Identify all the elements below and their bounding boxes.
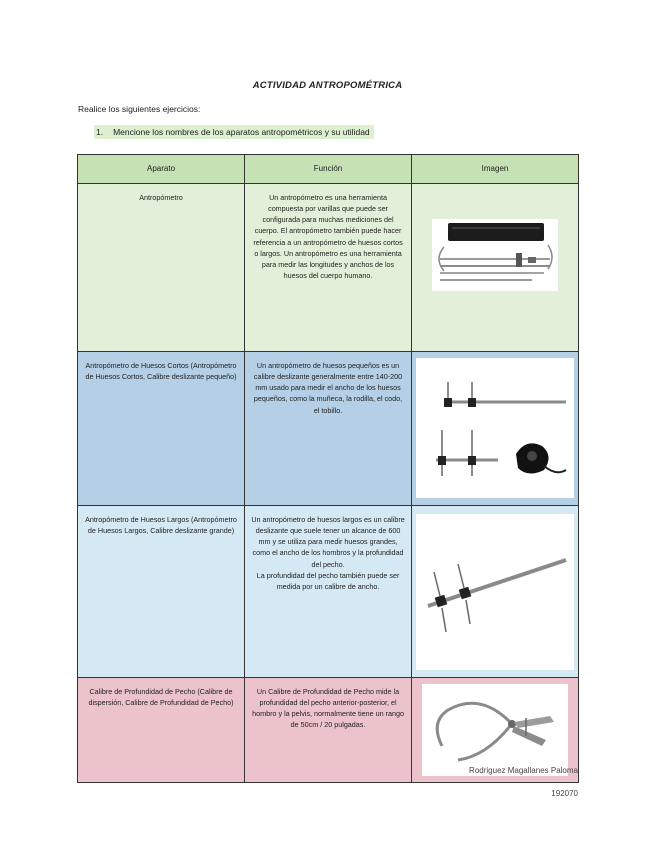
funcion-text: Un Calibre de Profundidad de Pecho mide la profundidad del pecho anterior-posterior, el hombro y la pelvis, normalmente tiene un rango de 50cm / 20 pulgadas. (252, 687, 404, 730)
cell-aparato (78, 678, 245, 783)
cell-funcion (245, 506, 412, 678)
table-row (78, 184, 579, 352)
small-caliper-image (416, 358, 574, 498)
question-1 (94, 125, 374, 139)
cell-imagen (412, 506, 579, 678)
cell-aparato (78, 184, 245, 352)
cell-funcion (245, 352, 412, 506)
cell-funcion (245, 184, 412, 352)
cell-aparato (78, 506, 245, 678)
funcion-text: Un antropómetro es una herramienta compuesta por varillas que puede ser configurada para muchas mediciones del cuerpo. El antropómetro también puede hacer referencia a un antropómetro de huesos cortos o largos. Un antropómetro es una herramienta para medir las longitudes y anchos de los huesos del cuerpo humano. (253, 193, 403, 281)
intro-text: Realice los siguientes ejercicios: (78, 104, 201, 114)
anthropometer-image (432, 219, 558, 291)
funcion-extra-text: La profundidad del pecho también puede ser medida por un calibre de ancho. (256, 570, 400, 591)
cell-aparato (78, 352, 245, 506)
chest-caliper-image (422, 684, 568, 776)
table-row (78, 506, 579, 678)
large-caliper-image (416, 514, 574, 670)
header-aparato: Aparato (78, 155, 245, 184)
funcion-text: Un antropómetro de huesos pequeños es un calibre deslizante generalmente entre 140-200 mm usado para medir el ancho de los huesos pequeños, como la muñeca, la rodilla, el codo, el tobillo. (253, 361, 403, 415)
cell-funcion (245, 678, 412, 783)
cell-imagen (412, 352, 579, 506)
question-number: 1. (96, 127, 104, 137)
table-header-row (78, 155, 579, 184)
author-name: Rodriguez Magallanes Paloma (469, 766, 578, 775)
aparato-name: Antropómetro de Huesos Largos (Antropómetro de Huesos Largos, Calibre deslizante grande) (85, 515, 237, 536)
cell-imagen (412, 184, 579, 352)
page-title: ACTIVIDAD ANTROPOMÉTRICA (252, 80, 403, 91)
aparato-name: Antropómetro (139, 193, 183, 202)
aparato-name: Antropómetro de Huesos Cortos (Antropómetro de Huesos Cortos, Calibre deslizante pequeño) (85, 361, 237, 382)
header-funcion: Función (245, 155, 412, 184)
apparatus-table (77, 154, 579, 783)
table-row (78, 352, 579, 506)
header-imagen: Imagen (412, 155, 579, 184)
question-text: Mencione los nombres de los aparatos antropométricos y su utilidad (113, 127, 370, 137)
funcion-text: Un antropómetro de huesos largos es un calibre deslizante que suele tener un alcance de 600 mm y se utiliza para medir huesos grandes, como el ancho de los hombros y la profundidad del pecho. (251, 515, 405, 569)
author-id: 192070 (551, 789, 578, 798)
aparato-name: Calibre de Profundidad de Pecho (Calibre de dispersión, Calibre de Profundidad de Pecho) (88, 687, 234, 708)
